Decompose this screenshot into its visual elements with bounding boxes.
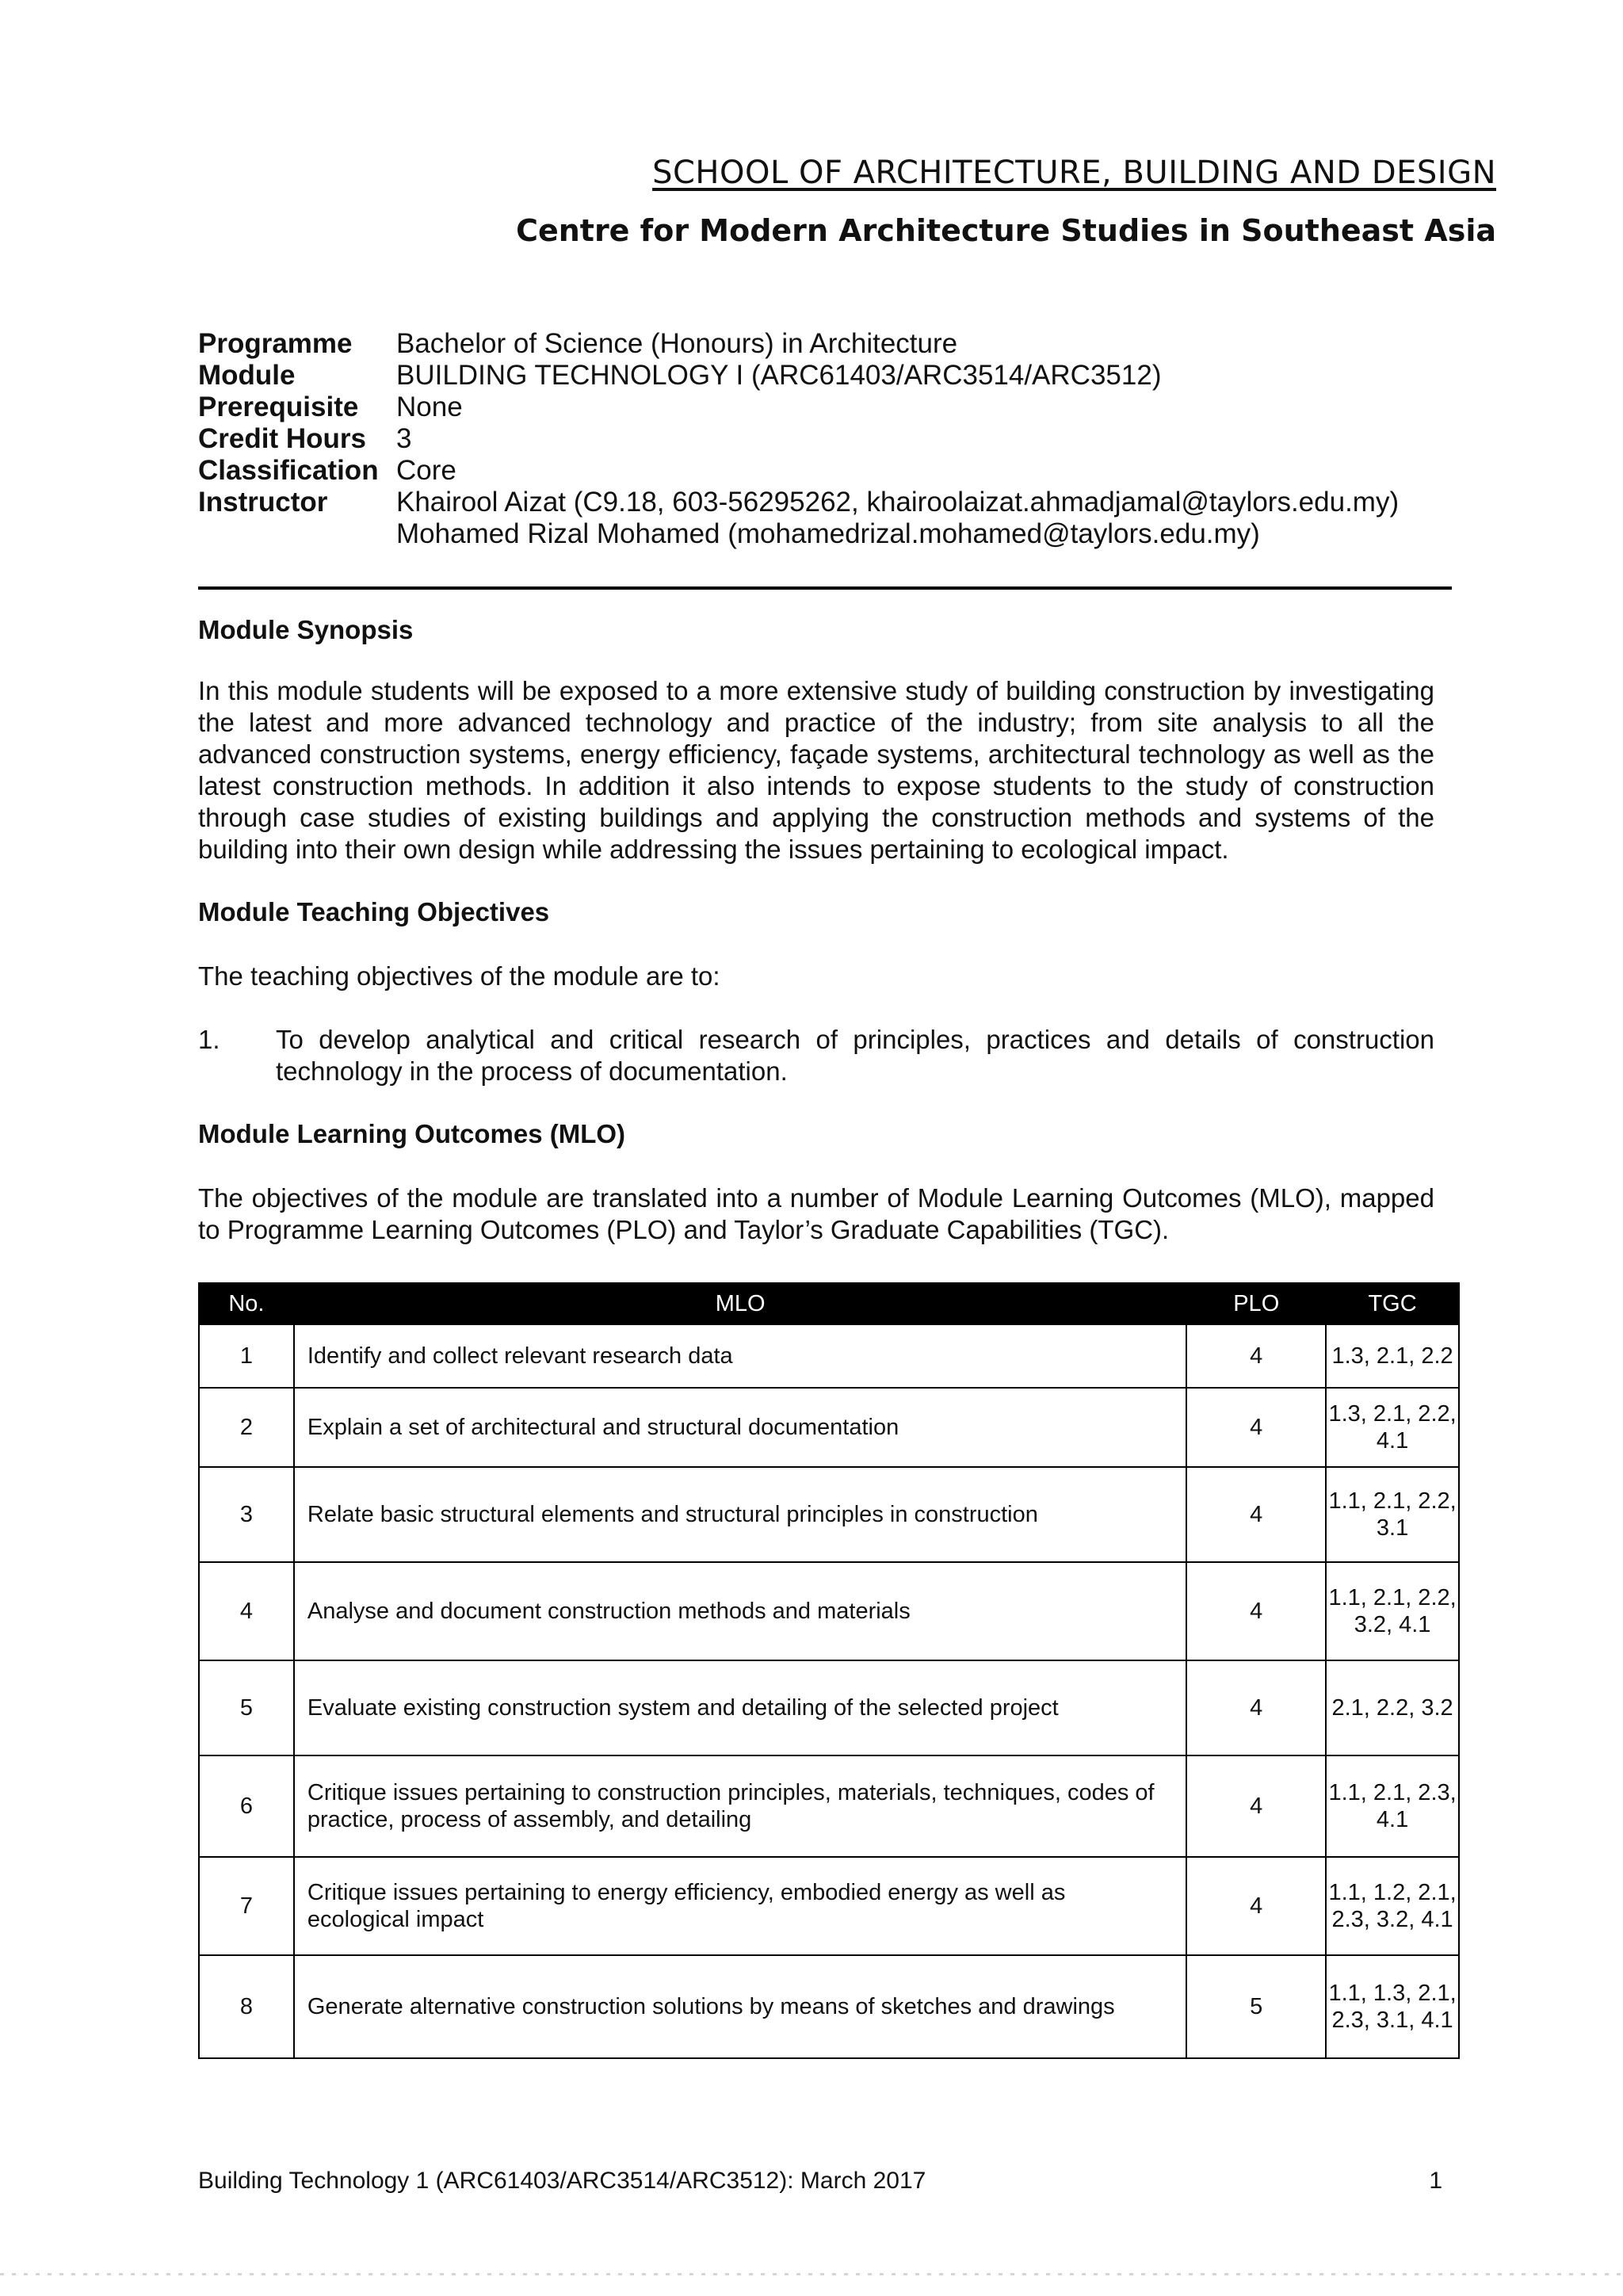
programme-label: Programme	[198, 328, 353, 359]
scan-artifact-line	[0, 2273, 1623, 2275]
synopsis-heading: Module Synopsis	[198, 615, 414, 644]
row-tgc: 1.3, 2.1, 2.2	[1326, 1324, 1459, 1388]
document-header	[516, 155, 1496, 248]
page-number: 1	[1429, 2168, 1442, 2194]
school-title: SCHOOL OF ARCHITECTURE, BUILDING AND DESIGN	[652, 155, 1496, 191]
section-divider	[198, 586, 1452, 590]
mlo-heading: Module Learning Outcomes (MLO)	[198, 1119, 626, 1148]
table-row	[199, 1955, 1459, 2058]
footer-text: Building Technology 1 (ARC61403/ARC3514/ARC3512): March 2017	[198, 2168, 926, 2194]
row-tgc: 1.1, 2.1, 2.3, 4.1	[1326, 1755, 1459, 1857]
row-tgc: 1.1, 2.1, 2.2, 3.2, 4.1	[1326, 1562, 1459, 1660]
instructor-value	[396, 487, 1399, 550]
row-plo: 4	[1186, 1388, 1326, 1467]
row-plo: 4	[1186, 1660, 1326, 1755]
row-plo: 4	[1186, 1324, 1326, 1388]
row-tgc: 1.3, 2.1, 2.2, 4.1	[1326, 1388, 1459, 1467]
instructor-label: Instructor	[198, 487, 328, 518]
info-row-instructor	[198, 487, 1399, 550]
row-tgc: 1.1, 1.2, 2.1, 2.3, 3.2, 4.1	[1326, 1857, 1459, 1955]
mlo-intro: The objectives of the module are translated into a number of Module Learning Outcomes (MLO), mapped to Programme Learning Outcomes (PLO) and Taylor’s Graduate Capabilities (TGC).	[198, 1183, 1434, 1244]
row-plo: 4	[1186, 1755, 1326, 1857]
objectives-intro: The teaching objectives of the module are to:	[198, 961, 720, 991]
row-plo: 5	[1186, 1955, 1326, 2058]
row-mlo: Explain a set of architectural and structural documentation	[294, 1388, 1186, 1467]
row-no: 8	[199, 1955, 294, 2058]
row-mlo: Analyse and document construction methods and materials	[294, 1562, 1186, 1660]
objective-item	[198, 1024, 1434, 1087]
row-mlo: Generate alternative construction solutions by means of sketches and drawings	[294, 1955, 1186, 2058]
table-row	[199, 1388, 1459, 1467]
row-no: 3	[199, 1467, 294, 1562]
info-row-module	[198, 360, 1399, 392]
row-mlo: Identify and collect relevant research data	[294, 1324, 1186, 1388]
objectives-heading: Module Teaching Objectives	[198, 897, 550, 926]
row-tgc: 2.1, 2.2, 3.2	[1326, 1660, 1459, 1755]
instructor-line-2: Mohamed Rizal Mohamed (mohamedrizal.mohamed@taylors.edu.my)	[396, 518, 1260, 549]
info-row-programme	[198, 328, 1399, 360]
module-value: BUILDING TECHNOLOGY I (ARC61403/ARC3514/ARC3512)	[396, 360, 1162, 391]
prerequisite-value: None	[396, 392, 463, 422]
credit-hours-value: 3	[396, 423, 412, 454]
centre-title: Centre for Modern Architecture Studies in Southeast Asia	[516, 213, 1496, 248]
row-plo: 4	[1186, 1562, 1326, 1660]
row-no: 4	[199, 1562, 294, 1660]
row-no: 7	[199, 1857, 294, 1955]
mlo-table	[198, 1282, 1460, 2059]
row-no: 6	[199, 1755, 294, 1857]
module-info	[198, 328, 1399, 550]
instructor-line-1: Khairool Aizat (C9.18, 603-56295262, khairoolaizat.ahmadjamal@taylors.edu.my)	[396, 487, 1400, 518]
page-footer	[198, 2168, 1442, 2195]
row-tgc: 1.1, 2.1, 2.2, 3.1	[1326, 1467, 1459, 1562]
table-row	[199, 1660, 1459, 1755]
header-tgc: TGC	[1326, 1283, 1459, 1324]
credit-hours-label: Credit Hours	[198, 423, 366, 454]
objective-text: To develop analytical and critical research of principles, practices and details of construction technology in the process of documentation.	[276, 1025, 1434, 1086]
row-no: 1	[199, 1324, 294, 1388]
classification-label: Classification	[198, 455, 379, 486]
table-row	[199, 1467, 1459, 1562]
table-row	[199, 1324, 1459, 1388]
row-mlo: Relate basic structural elements and structural principles in construction	[294, 1467, 1186, 1562]
row-mlo: Evaluate existing construction system and detailing of the selected project	[294, 1660, 1186, 1755]
row-plo: 4	[1186, 1467, 1326, 1562]
module-label: Module	[198, 360, 296, 391]
row-plo: 4	[1186, 1857, 1326, 1955]
row-mlo: Critique issues pertaining to energy efficiency, embodied energy as well as ecological impact	[294, 1857, 1186, 1955]
row-mlo: Critique issues pertaining to construction principles, materials, techniques, codes of practice, process of assembly, and detailing	[294, 1755, 1186, 1857]
classification-value: Core	[396, 455, 456, 486]
table-row	[199, 1562, 1459, 1660]
header-plo: PLO	[1186, 1283, 1326, 1324]
objective-number: 1.	[198, 1025, 220, 1054]
row-tgc: 1.1, 1.3, 2.1, 2.3, 3.1, 4.1	[1326, 1955, 1459, 2058]
programme-value: Bachelor of Science (Honours) in Architecture	[396, 328, 958, 359]
synopsis-paragraph: In this module students will be exposed to a more extensive study of building construction by investigating the latest and more advanced technology and practice of the industry; from site analysis to all the advanced construction systems, energy efficiency, façade systems, architectural technology as well as the latest construction methods. In addition it also intends to expose students to the study of construction through case studies of existing buildings and applying the construction methods and systems of the building into their own design while addressing the issues pertaining to ecological impact.	[198, 676, 1434, 864]
table-row	[199, 1857, 1459, 1955]
header-mlo: MLO	[294, 1283, 1186, 1324]
info-row-classification	[198, 455, 1399, 487]
info-row-credit-hours	[198, 423, 1399, 455]
mlo-table-header	[199, 1283, 1459, 1324]
row-no: 5	[199, 1660, 294, 1755]
prerequisite-label: Prerequisite	[198, 392, 359, 422]
row-no: 2	[199, 1388, 294, 1467]
info-row-prerequisite	[198, 392, 1399, 423]
header-no: No.	[199, 1283, 294, 1324]
table-row	[199, 1755, 1459, 1857]
